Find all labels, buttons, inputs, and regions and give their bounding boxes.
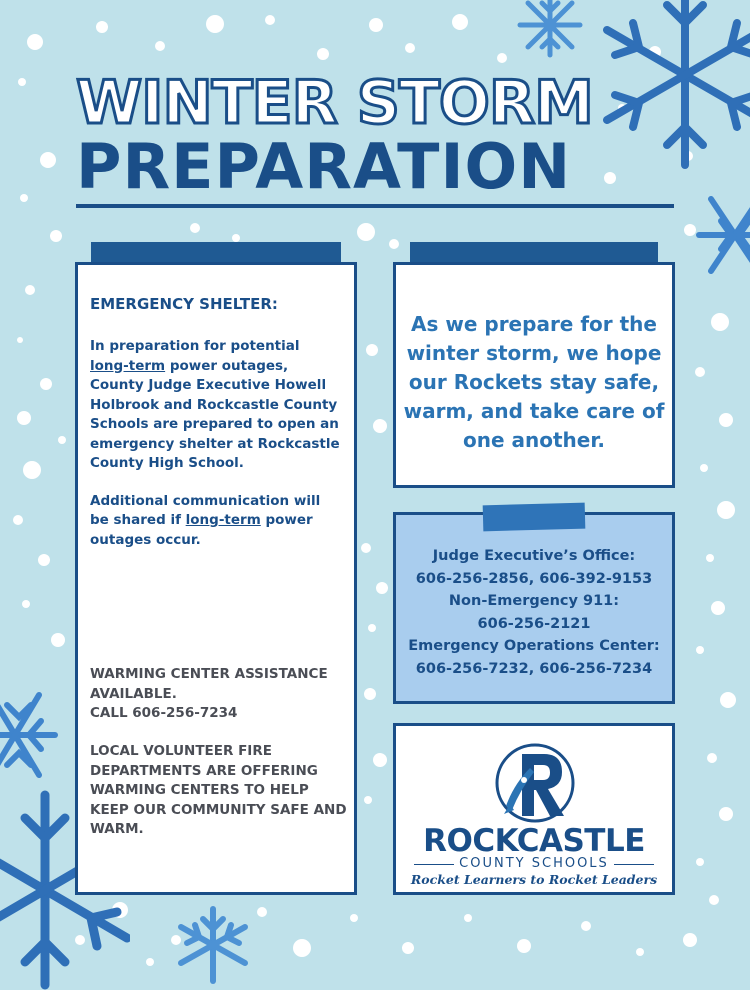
judge-office-label: Judge Executive’s Office: — [432, 548, 636, 564]
school-name: ROCKCASTLE — [423, 823, 645, 859]
title-line-1: WINTER STORM — [76, 68, 593, 138]
shelter-heading: EMERGENCY SHELTER: — [90, 295, 278, 313]
school-subtitle: COUNTY SCHOOLS — [414, 856, 654, 872]
warming-center-notice — [90, 665, 350, 724]
eoc-phones: 606-256-7232, 606-256-7234 — [415, 660, 653, 677]
long-term-link: long-term — [185, 512, 261, 528]
non-emergency-label: Non-Emergency 911: — [448, 593, 620, 609]
long-term-link: long-term — [90, 357, 166, 374]
snowflake-icon — [505, 0, 595, 60]
shelter-paragraph-2 — [90, 492, 342, 551]
safety-message: As we prepare for the winter storm, we hope our Rockets stay safe, warm, and take care of one another. — [403, 312, 665, 452]
school-logo-card — [393, 723, 675, 895]
snowflake-icon — [0, 680, 60, 790]
shelter-text: Additional communication will be shared if — [90, 492, 321, 528]
warming-center-phone: CALL 606-256-7234 — [90, 705, 238, 721]
volunteer-fire-notice: LOCAL VOLUNTEER FIRE DEPARTMENTS ARE OFFERING WARMING CENTERS TO HELP KEEP OUR COMMUNITY SAFE AND WARM. — [90, 743, 347, 837]
emergency-shelter-card — [75, 262, 357, 895]
title-line-2: PREPARATION — [76, 130, 572, 203]
message-card — [393, 262, 675, 488]
rocket-r-logo-icon — [492, 740, 578, 826]
shelter-paragraph-1 — [90, 337, 342, 474]
shelter-text: power outages, County Judge Executive Howell Holbrook and Rockcastle County Schools are prepared to open an emergency shelter at Rockcastle County High School. — [90, 357, 340, 471]
shelter-text: power outages occur. — [90, 512, 313, 548]
warming-center-line: WARMING CENTER ASSISTANCE AVAILABLE. — [90, 666, 328, 702]
title-divider — [76, 204, 674, 208]
contacts-card — [393, 512, 675, 704]
snowflake-icon — [168, 905, 258, 985]
non-emergency-phone: 606-256-2121 — [477, 615, 591, 632]
tape-strip — [483, 503, 586, 532]
judge-office-phones: 606-256-2856, 606-392-9153 — [415, 570, 653, 587]
snowflake-icon — [695, 180, 750, 290]
shelter-text: In preparation for potential — [90, 338, 300, 354]
school-tagline: Rocket Learners to Rocket Leaders — [410, 872, 658, 887]
eoc-label: Emergency Operations Center: — [408, 638, 660, 654]
